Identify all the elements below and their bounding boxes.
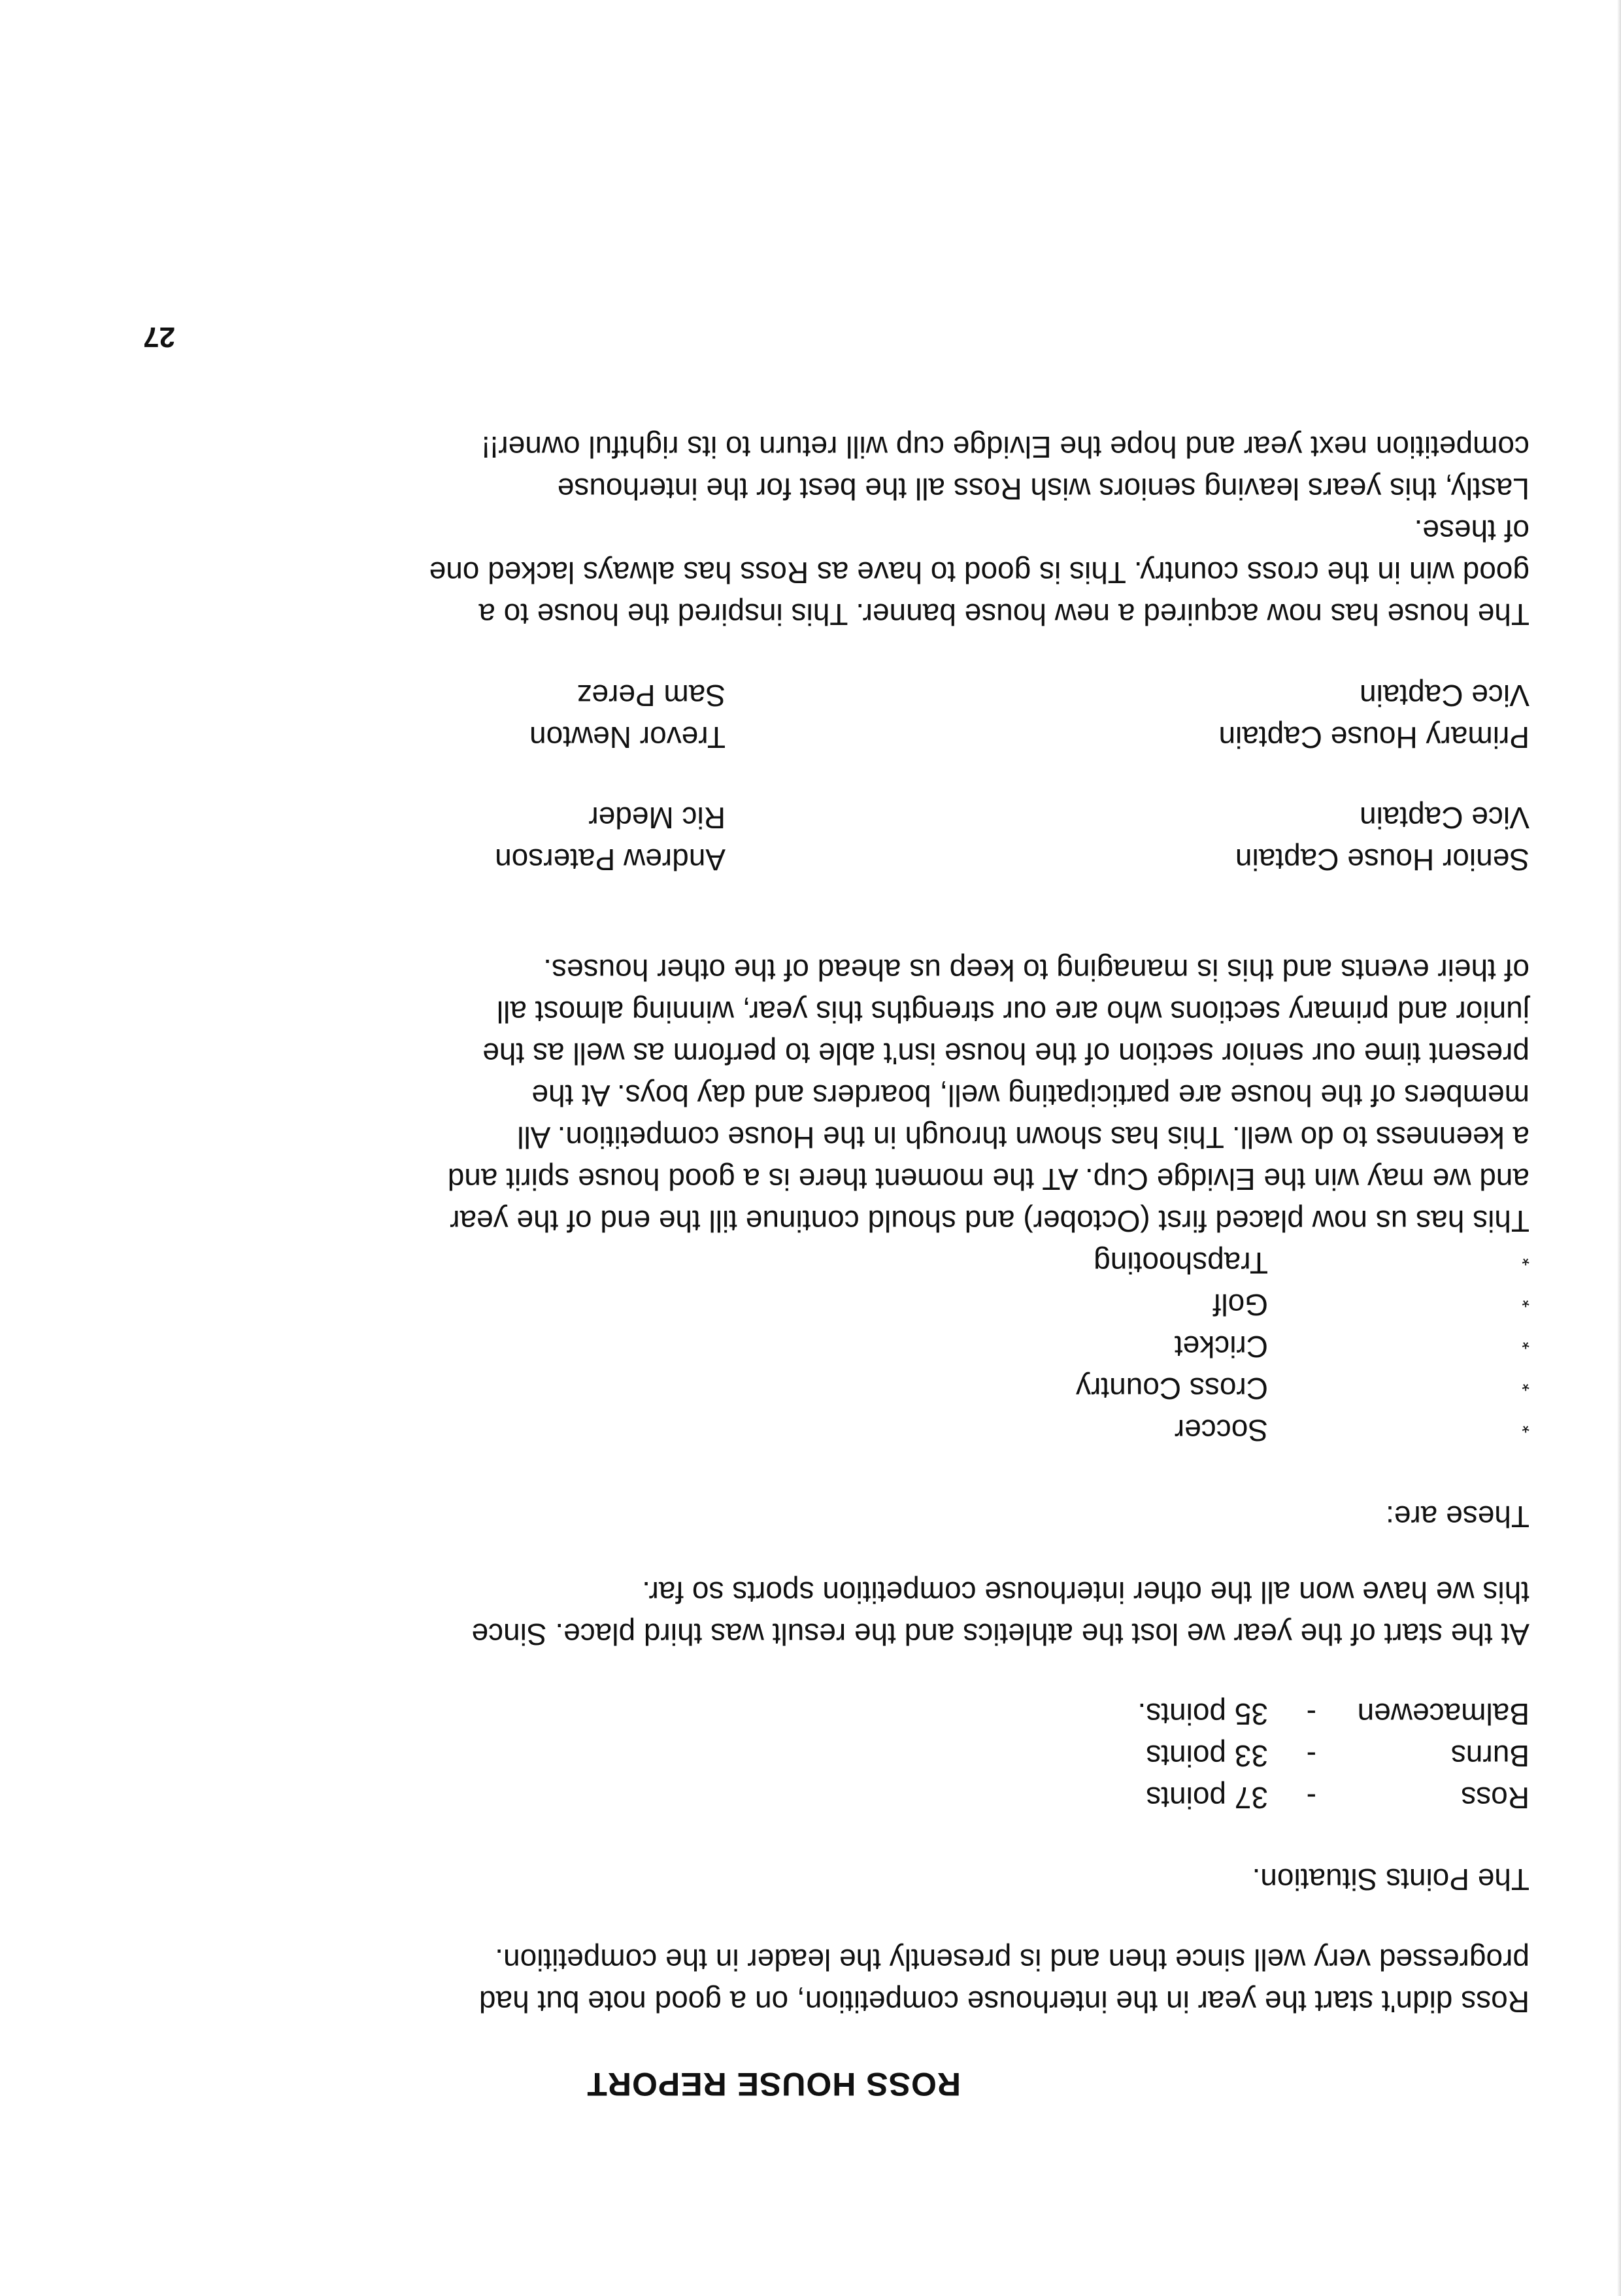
captain-role: Primary House Captain [1218,720,1529,754]
bullet-marker: * [1522,1373,1529,1394]
scan-edge-shadow [1617,0,1621,2296]
list-item: Soccer [1174,1413,1268,1447]
progress-paragraph: This has us now placed first (October) and should continue till the end of the year and we may win the Elvidge Cup. AT the moment there is a good house spirit and a keenness to do well. This has shown through in the House competition. All members of the house are participating well, boarders and day boys. At the present time our senior section of the house isn't able to perform as well as the junior and primary sections who are our strengths this year, winning almost all of their events and this is managing to keep us ahead of the other houses. [447,953,1529,1238]
points-separator: - [1306,1697,1316,1731]
list-item: Trapshooting [1094,1246,1268,1280]
captain-role: Senior House Captain [1235,843,1529,877]
captain-role: Vice Captain [1360,801,1529,835]
captain-name: Trevor Newton [529,720,726,754]
points-house-name: Ross [1461,1781,1529,1815]
list-item: Cross Country [1076,1372,1268,1406]
points-value: 37 points [1146,1781,1268,1815]
page-number: 27 [143,321,175,353]
intro-paragraph: Ross didn't start the year in the interhouse competition, on a good note but had progressed very well since then and is presently the leader in the competition. [478,1943,1529,2019]
points-heading: The Points Situation. [1252,1863,1529,1897]
bullet-marker: * [1522,1415,1529,1436]
athletics-paragraph: At the start of the year we lost the athletics and the result was third place. Since this we have won all the other interhouse competition sports so far. [471,1576,1529,1651]
report-title: ROSS HOUSE REPORT [586,2066,961,2102]
bullet-marker: * [1522,1247,1529,1269]
these-are-label: These are: [1386,1500,1529,1534]
banner-paragraph: The house has now acquired a new house banner. This inspired the house to a good win in the cross country. This is good to have as Ross has always lacked one of these. Lastly, this years leaving seniors wish Ross all the best for the interhouse competition next year and hope the Elvidge cup will return to its rightful owner!! [429,430,1529,632]
bullet-marker: * [1522,1289,1529,1311]
bullet-marker: * [1522,1331,1529,1353]
captain-name: Andrew Paterson [495,843,726,877]
list-item: Cricket [1174,1330,1268,1364]
points-separator: - [1306,1739,1316,1773]
captain-name: Sam Perez [577,679,726,713]
points-house-name: Burns [1450,1739,1529,1773]
captain-name: Ric Meder [588,801,726,835]
list-item: Golf [1212,1288,1268,1322]
points-separator: - [1306,1781,1316,1815]
points-house-name: Balmacewen [1357,1697,1529,1731]
points-value: 33 points [1146,1739,1268,1773]
captain-role: Vice Captain [1360,679,1529,713]
points-value: 35 points. [1137,1697,1268,1731]
